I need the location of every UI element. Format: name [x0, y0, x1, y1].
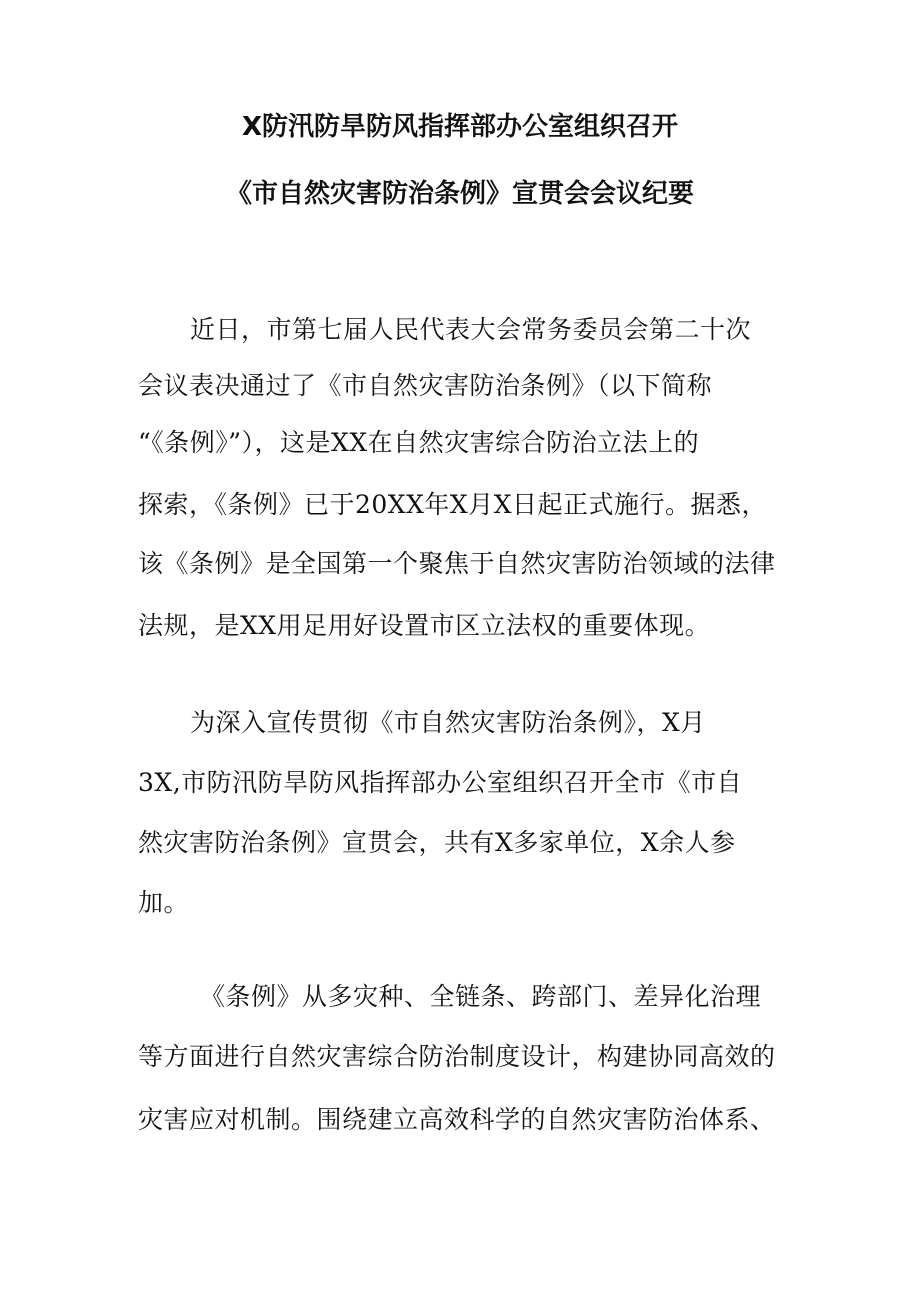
- paragraph-3-line-2: 等方面进行自然灾害综合防治制度设计，构建协同高效的: [138, 1042, 776, 1071]
- paragraph-1-line-3: “《条例》”），这是XX在自然灾害综合防治立法上的: [138, 428, 700, 457]
- paragraph-3-line-3: 灾害应对机制。围绕建立高效科学的自然灾害防治体系、: [138, 1105, 776, 1134]
- paragraph-1-line-5: 该《条例》是全国第一个聚焦于自然灾害防治领域的法律: [138, 549, 776, 578]
- paragraph-1-line-4: 探索，《条例》已于20XX年X月X日起正式施行。据悉，: [138, 490, 768, 519]
- document-title-line-2: 《市自然灾害防治条例》宣贯会会议纪要: [225, 179, 694, 209]
- paragraph-1-line-1: 近日，市第七届人民代表大会常务委员会第二十次: [190, 315, 752, 344]
- paragraph-2-line-3: 然灾害防治条例》宣贯会，共有X多家单位，X余人参: [138, 828, 736, 857]
- document-title-line-1: X防汛防旱防风指挥部办公室组织召开: [241, 112, 679, 142]
- paragraph-2-line-2: 3X,市防汛防旱防风指挥部办公室组织召开全市《市自: [138, 768, 743, 797]
- paragraph-1-line-2: 会议表决通过了《市自然灾害防治条例》（以下简称: [138, 371, 713, 400]
- paragraph-2-line-1: 为深入宣传贯彻《市自然灾害防治条例》，X月: [190, 708, 706, 737]
- paragraph-3-line-1: 《条例》从多灾种、全链条、跨部门、差异化治理: [200, 982, 762, 1011]
- paragraph-1-line-6: 法规，是XX用足用好设置市区立法权的重要体现。: [138, 611, 711, 640]
- paragraph-2-line-4: 加。: [138, 888, 190, 917]
